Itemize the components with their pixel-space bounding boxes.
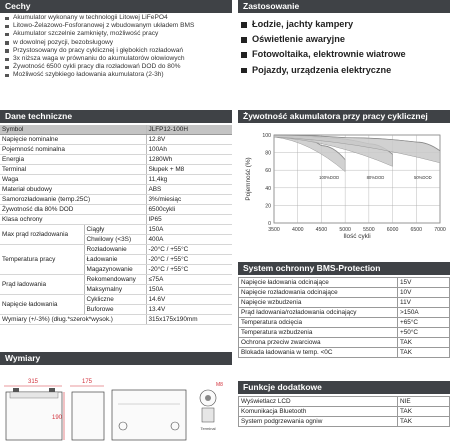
x-tick-label: 5000	[339, 227, 351, 233]
cechy-item: 3x niższa waga w prównaniu do akumulatorów ołowiowych	[0, 55, 232, 63]
spec-value: -20°C / +55°C	[146, 255, 232, 265]
x-tick-label: 5500	[363, 227, 375, 233]
bms-row	[239, 308, 450, 318]
spec-sub-label: Chwilowy (<3S)	[84, 235, 146, 245]
series-label: 100%DOD	[319, 175, 340, 180]
spec-sub-label: Ciągły	[84, 225, 146, 235]
y-tick-label: 60	[265, 168, 271, 175]
spec-row	[0, 125, 232, 135]
zastosowanie-list	[238, 17, 450, 78]
bms-value: TAK	[398, 338, 450, 348]
spec-row	[0, 315, 232, 325]
cechy-item: Akumulator szczelnie zamknięty, możliwość pracy	[0, 30, 232, 38]
bms-header	[238, 262, 450, 275]
x-tick-label: 6000	[386, 227, 399, 233]
spec-row	[0, 295, 232, 305]
funkcje-row	[239, 417, 450, 427]
spec-sub-label: Cykliczne	[84, 295, 146, 305]
spec-value: 150A	[146, 225, 232, 235]
bms-row	[239, 298, 450, 308]
spec-label: Samorozładowanie (temp.25C)	[0, 195, 146, 205]
funkcje-title: Funkcje dodatkowe	[243, 382, 322, 392]
series-label: 80%DOD	[366, 175, 385, 180]
bms-value: 15V	[398, 278, 450, 288]
zastosowanie-item: Fotowoltaika, elektrownie wiatrowe	[238, 47, 450, 62]
terminal-bolt-icon	[205, 395, 211, 401]
bms-value: TAK	[398, 348, 450, 358]
spec-row	[0, 135, 232, 145]
spec-sub-label: Ładowanie	[84, 255, 146, 265]
y-tick-label: 100	[262, 133, 271, 139]
spec-table	[0, 125, 232, 325]
funkcje-label: Komunikacja Bluetooth	[239, 407, 398, 417]
spec-sub-label: Magazynowanie	[84, 265, 146, 275]
spec-label: Klasa ochrony	[0, 215, 146, 225]
funkcje-row	[239, 407, 450, 417]
funkcje-value: NIE	[398, 397, 450, 407]
spec-label: Terminal	[0, 165, 146, 175]
zastosowanie-header	[238, 0, 450, 13]
bms-value: >150A	[398, 308, 450, 318]
spec-value: IP65	[146, 215, 232, 225]
zywotnosc-header	[238, 110, 450, 123]
spec-row	[0, 245, 232, 255]
spec-row	[0, 225, 232, 235]
spec-group-label: Prąd ładowania	[0, 275, 84, 295]
bms-label: Temperatura wzbudzenia	[239, 328, 398, 338]
dane-title: Dane techniczne	[5, 111, 73, 121]
zywotnosc-title: Żywotność akumulatora przy pracy cyklicznej	[243, 111, 428, 121]
spec-label: Materiał obudowy	[0, 185, 146, 195]
spec-value: 100Ah	[146, 145, 232, 155]
spec-sub-label: Buforowe	[84, 305, 146, 315]
zastosowanie-title: Zastosowanie	[243, 1, 300, 11]
spec-group-label: Napięcie ładowania	[0, 295, 84, 315]
spec-row	[0, 175, 232, 185]
spec-value: 315x175x190mm	[146, 315, 232, 325]
spec-label: Waga	[0, 175, 146, 185]
y-tick-label: 40	[265, 185, 271, 192]
bms-label: Prąd ładowania/rozładowania odcinający	[239, 308, 398, 318]
cechy-title: Cechy	[5, 1, 31, 11]
funkcje-value: TAK	[398, 417, 450, 427]
zastosowanie-item: Oświetlenie awaryjne	[238, 32, 450, 47]
spec-group-label: Temperatura pracy	[0, 245, 84, 275]
battery-side	[72, 392, 104, 440]
x-tick-label: 3500	[268, 227, 280, 233]
battery-top	[112, 390, 186, 440]
height-label: 190	[51, 415, 62, 421]
spec-row	[0, 145, 232, 155]
bms-row	[239, 338, 450, 348]
spec-value: 11,4kg	[146, 175, 232, 185]
spec-value: JLFP12-100H	[146, 125, 232, 135]
spec-value: -20°C / +55°C	[146, 245, 232, 255]
y-tick-label: 20	[265, 203, 271, 210]
bms-value: 11V	[398, 298, 450, 308]
cechy-header	[0, 0, 232, 13]
bms-label: Blokada ładowania w temp. <0C	[239, 348, 398, 358]
bms-value: 10V	[398, 288, 450, 298]
spec-value: 3%/miesiąc	[146, 195, 232, 205]
bms-row	[239, 288, 450, 298]
spec-value: 150A	[146, 285, 232, 295]
spec-value: ≤75A	[146, 275, 232, 285]
x-tick-label: 6500	[410, 227, 423, 233]
bms-table	[238, 277, 450, 358]
y-tick-label: 0	[268, 221, 271, 227]
battery-lid	[10, 392, 58, 398]
bms-row	[239, 318, 450, 328]
funkcje-value: TAK	[398, 407, 450, 417]
terminal-m8-label: M8	[216, 382, 223, 388]
x-tick-label: 7000	[434, 227, 446, 233]
spec-value: -20°C / +55°C	[146, 265, 232, 275]
bms-row	[239, 328, 450, 338]
spec-value: ABS	[146, 185, 232, 195]
spec-value: 400A	[146, 235, 232, 245]
bms-row	[239, 348, 450, 358]
wymiary-title: Wymiary	[5, 353, 41, 363]
spec-row	[0, 185, 232, 195]
spec-row	[0, 195, 232, 205]
width-label: 175	[81, 379, 93, 385]
spec-value: Słupek + M8	[146, 165, 232, 175]
spec-value: 6500cykli	[146, 205, 232, 215]
spec-label: Pojemność nominalna	[0, 145, 146, 155]
spec-sub-label: Maksymalny	[84, 285, 146, 295]
spec-label: Energia	[0, 155, 146, 165]
spec-value: 13.4V	[146, 305, 232, 315]
spec-label: Żywotność dla 80% DOD	[0, 205, 146, 215]
x-axis-label: Ilość cykli	[343, 233, 371, 240]
series-label: 50%DOD	[414, 175, 432, 180]
bms-value: +50°C	[398, 328, 450, 338]
cechy-list	[0, 14, 232, 80]
cechy-item: Litowo-Żelazowo-Fosforanowej z wbudowanym układem BMS	[0, 22, 232, 30]
dimensions-drawing	[0, 364, 232, 445]
spec-label: Wymiary (+/-3%) (dług.*szerok*wysok.)	[0, 315, 146, 325]
bms-label: Ochrona przeciw zwarciowa	[239, 338, 398, 348]
bms-row	[239, 278, 450, 288]
zastosowanie-item: Pojazdy, urządzenia elektryczne	[238, 63, 450, 78]
terminal-post	[202, 408, 214, 422]
spec-sub-label: Rekomendowany	[84, 275, 146, 285]
terminal-right	[49, 388, 55, 392]
dane-header	[0, 110, 232, 123]
bms-label: Temperatura odcięcia	[239, 318, 398, 328]
funkcje-header	[238, 381, 450, 394]
spec-row	[0, 155, 232, 165]
spec-group-label: Max prąd rozładowania	[0, 225, 84, 245]
cechy-item: Przystosowany do pracy cyklicznej i głębokich rozładowań	[0, 47, 232, 55]
y-axis-label: Pojemność (%)	[245, 157, 252, 201]
cechy-item: Żywotność 6500 cykli pracy dla rozładowań DOD do 80%	[0, 63, 232, 71]
spec-label: Napięcie nominalne	[0, 135, 146, 145]
bms-label: Napięcie ładowania odcinające	[239, 278, 398, 288]
cycle-life-chart	[240, 125, 450, 250]
terminal-caption: Terminal	[200, 426, 216, 431]
funkcje-label: System podgrzewania ogniw	[239, 417, 398, 427]
zastosowanie-item: Łodzie, jachty kampery	[238, 17, 450, 32]
funkcje-table	[238, 396, 450, 427]
bms-value: +65°C	[398, 318, 450, 328]
funkcje-label: Wyświetlacz LCD	[239, 397, 398, 407]
spec-value: 14.6V	[146, 295, 232, 305]
bms-label: Napięcie rozładowania odcinające	[239, 288, 398, 298]
spec-value: 1280Wh	[146, 155, 232, 165]
spec-row	[0, 275, 232, 285]
x-tick-label: 4000	[291, 227, 304, 233]
spec-value: 12.8V	[146, 135, 232, 145]
spec-sub-label: Rozładowanie	[84, 245, 146, 255]
length-label: 315	[27, 379, 39, 385]
cechy-item: Akumulator wykonany w technologii Litowej LiFePO4	[0, 14, 232, 22]
spec-row	[0, 215, 232, 225]
spec-label: Symbol	[0, 125, 146, 135]
cechy-item: w dowolnej pozycji, bezobsługowy	[0, 39, 232, 47]
spec-row	[0, 165, 232, 175]
y-tick-label: 80	[265, 150, 271, 157]
funkcje-row	[239, 397, 450, 407]
spec-row	[0, 205, 232, 215]
bms-title: System ochronny BMS-Protection	[243, 263, 381, 273]
terminal-left	[13, 388, 19, 392]
x-tick-label: 4500	[315, 227, 328, 233]
cechy-item: Możliwość szybkiego ładowania akumulatora (2-3h)	[0, 71, 232, 79]
bms-label: Napięcie wzbudzenia	[239, 298, 398, 308]
